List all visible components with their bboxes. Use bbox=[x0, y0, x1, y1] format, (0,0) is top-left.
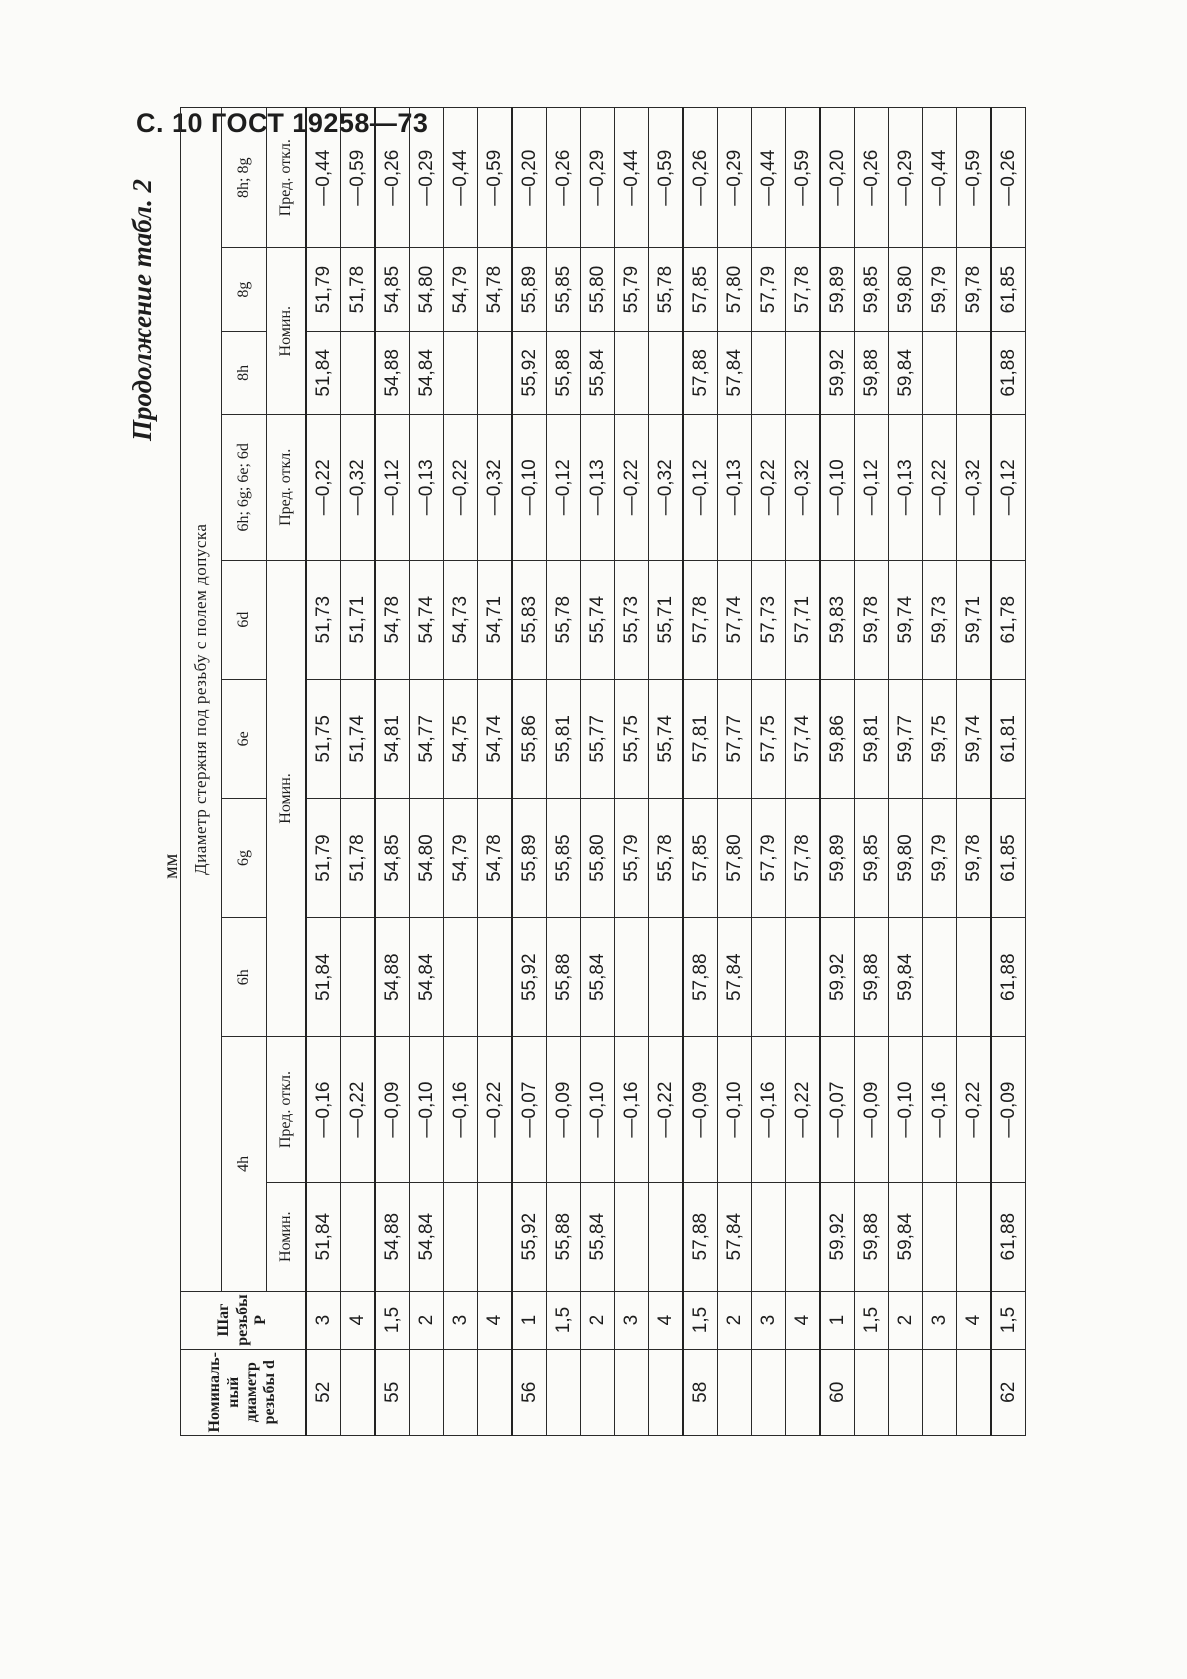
cell-diameter bbox=[889, 1349, 923, 1435]
cell-6d: 59,78 bbox=[855, 560, 889, 679]
cell-8h: 55,92 bbox=[512, 331, 547, 414]
cell-pitch: 4 bbox=[649, 1291, 684, 1349]
header-rod-diameter: Диаметр стержня под резьбу с полем допуска bbox=[181, 108, 222, 1292]
cell-8-pred: —0,59 bbox=[786, 108, 821, 248]
cell-4h-pred: —0,22 bbox=[957, 1037, 992, 1183]
cell-8-pred: —0,29 bbox=[889, 108, 923, 248]
cell-8h bbox=[444, 331, 478, 414]
cell-6g: 59,89 bbox=[820, 798, 855, 917]
cell-6g: 51,78 bbox=[341, 798, 376, 917]
cell-pitch: 2 bbox=[410, 1291, 444, 1349]
header-tol-8-group: 8h; 8g bbox=[222, 108, 267, 248]
cell-6h: 59,88 bbox=[855, 918, 889, 1037]
cell-6e: 54,77 bbox=[410, 679, 444, 798]
cell-8h bbox=[957, 331, 992, 414]
cell-4h-nomin: 55,88 bbox=[547, 1182, 581, 1291]
cell-6d: 54,74 bbox=[410, 560, 444, 679]
cell-6d: 57,78 bbox=[683, 560, 718, 679]
cell-6h bbox=[752, 918, 786, 1037]
cell-6h: 61,88 bbox=[991, 918, 1026, 1037]
cell-diameter bbox=[444, 1349, 478, 1435]
cell-8g: 54,80 bbox=[410, 248, 444, 331]
cell-6h: 51,84 bbox=[306, 918, 341, 1037]
cell-8-pred: —0,59 bbox=[649, 108, 684, 248]
cell-diameter: 62 bbox=[991, 1349, 1026, 1435]
header-8-pred-otkl: Пред. откл. bbox=[267, 108, 307, 248]
cell-8h bbox=[649, 331, 684, 414]
cell-6e: 55,86 bbox=[512, 679, 547, 798]
cell-6d: 59,73 bbox=[923, 560, 957, 679]
header-6-nomin: Номин. bbox=[267, 560, 307, 1037]
cell-diameter bbox=[410, 1349, 444, 1435]
cell-8-pred: —0,44 bbox=[306, 108, 341, 248]
cell-pitch: 1 bbox=[820, 1291, 855, 1349]
cell-4h-pred: —0,09 bbox=[855, 1037, 889, 1183]
cell-6-pred: —0,10 bbox=[820, 415, 855, 561]
cell-6h bbox=[649, 918, 684, 1037]
cell-8-pred: —0,44 bbox=[615, 108, 649, 248]
cell-6g: 55,80 bbox=[581, 798, 615, 917]
cell-6-pred: —0,13 bbox=[410, 415, 444, 561]
cell-6e: 61,81 bbox=[991, 679, 1026, 798]
cell-diameter bbox=[718, 1349, 752, 1435]
table-row bbox=[752, 108, 786, 1436]
cell-6e: 54,75 bbox=[444, 679, 478, 798]
cell-8g: 57,78 bbox=[786, 248, 821, 331]
header-tol-6-group: 6h; 6g; 6e; 6d bbox=[222, 415, 267, 561]
cell-6-pred: —0,12 bbox=[855, 415, 889, 561]
cell-6-pred: —0,13 bbox=[718, 415, 752, 561]
cell-6d: 59,74 bbox=[889, 560, 923, 679]
cell-pitch: 3 bbox=[923, 1291, 957, 1349]
table-row bbox=[889, 108, 923, 1436]
header-tol-6d: 6d bbox=[222, 560, 267, 679]
cell-4h-nomin: 59,84 bbox=[889, 1182, 923, 1291]
cell-diameter bbox=[547, 1349, 581, 1435]
cell-4h-pred: —0,22 bbox=[341, 1037, 376, 1183]
cell-8h: 55,84 bbox=[581, 331, 615, 414]
cell-6g: 55,78 bbox=[649, 798, 684, 917]
table-row bbox=[375, 108, 410, 1436]
cell-pitch: 3 bbox=[306, 1291, 341, 1349]
cell-6e: 54,74 bbox=[478, 679, 513, 798]
cell-4h-pred: —0,16 bbox=[615, 1037, 649, 1183]
cell-4h-pred: —0,22 bbox=[649, 1037, 684, 1183]
cell-6g: 54,85 bbox=[375, 798, 410, 917]
thread-diameter-table bbox=[180, 107, 1026, 1436]
cell-6-pred: —0,12 bbox=[547, 415, 581, 561]
table-row bbox=[410, 108, 444, 1436]
cell-6h: 59,92 bbox=[820, 918, 855, 1037]
cell-8h bbox=[341, 331, 376, 414]
cell-8h: 59,84 bbox=[889, 331, 923, 414]
header-8-nomin: Номин. bbox=[267, 248, 307, 415]
cell-pitch: 2 bbox=[718, 1291, 752, 1349]
cell-diameter bbox=[923, 1349, 957, 1435]
header-6-pred-otkl: Пред. откл. bbox=[267, 415, 307, 561]
cell-diameter: 60 bbox=[820, 1349, 855, 1435]
cell-8-pred: —0,26 bbox=[375, 108, 410, 248]
cell-8g: 59,78 bbox=[957, 248, 992, 331]
cell-6h: 55,88 bbox=[547, 918, 581, 1037]
table-row bbox=[306, 108, 341, 1436]
cell-6d: 61,78 bbox=[991, 560, 1026, 679]
cell-6g: 57,80 bbox=[718, 798, 752, 917]
cell-6e: 59,75 bbox=[923, 679, 957, 798]
cell-6d: 57,74 bbox=[718, 560, 752, 679]
cell-6h: 55,92 bbox=[512, 918, 547, 1037]
cell-4h-nomin bbox=[752, 1182, 786, 1291]
cell-6e: 54,81 bbox=[375, 679, 410, 798]
header-4h-pred-otkl: Пред. откл. bbox=[267, 1037, 307, 1183]
cell-6d: 55,83 bbox=[512, 560, 547, 679]
cell-8-pred: —0,59 bbox=[478, 108, 513, 248]
cell-pitch: 4 bbox=[786, 1291, 821, 1349]
header-nominal-diameter: Номиналь-ный диаметр резьбы d bbox=[181, 1349, 307, 1435]
cell-6h: 55,84 bbox=[581, 918, 615, 1037]
cell-6g: 51,79 bbox=[306, 798, 341, 917]
table-row bbox=[718, 108, 752, 1436]
cell-4h-nomin: 61,88 bbox=[991, 1182, 1026, 1291]
table-row bbox=[991, 108, 1026, 1436]
cell-6e: 57,74 bbox=[786, 679, 821, 798]
cell-diameter bbox=[649, 1349, 684, 1435]
cell-4h-pred: —0,10 bbox=[718, 1037, 752, 1183]
cell-diameter: 56 bbox=[512, 1349, 547, 1435]
cell-6-pred: —0,22 bbox=[306, 415, 341, 561]
table-row bbox=[820, 108, 855, 1436]
cell-8-pred: —0,29 bbox=[410, 108, 444, 248]
cell-6g: 59,80 bbox=[889, 798, 923, 917]
header-pitch: Шаг резьбы P bbox=[181, 1291, 307, 1349]
cell-6-pred: —0,32 bbox=[786, 415, 821, 561]
cell-4h-nomin bbox=[478, 1182, 513, 1291]
cell-6e: 59,77 bbox=[889, 679, 923, 798]
cell-8g: 55,89 bbox=[512, 248, 547, 331]
cell-8-pred: —0,59 bbox=[957, 108, 992, 248]
cell-8h: 51,84 bbox=[306, 331, 341, 414]
cell-6-pred: —0,22 bbox=[615, 415, 649, 561]
cell-6e: 59,81 bbox=[855, 679, 889, 798]
table-row bbox=[923, 108, 957, 1436]
cell-pitch: 4 bbox=[957, 1291, 992, 1349]
header-4h-nomin: Номин. bbox=[267, 1182, 307, 1291]
cell-6e: 51,75 bbox=[306, 679, 341, 798]
cell-8h bbox=[786, 331, 821, 414]
cell-diameter bbox=[855, 1349, 889, 1435]
cell-6g: 57,79 bbox=[752, 798, 786, 917]
cell-8g: 54,78 bbox=[478, 248, 513, 331]
cell-4h-pred: —0,22 bbox=[786, 1037, 821, 1183]
cell-8h bbox=[478, 331, 513, 414]
cell-6d: 54,73 bbox=[444, 560, 478, 679]
cell-6-pred: —0,32 bbox=[478, 415, 513, 561]
cell-6e: 59,86 bbox=[820, 679, 855, 798]
table-row bbox=[615, 108, 649, 1436]
cell-6e: 55,81 bbox=[547, 679, 581, 798]
cell-4h-nomin: 54,88 bbox=[375, 1182, 410, 1291]
cell-4h-nomin bbox=[957, 1182, 992, 1291]
cell-4h-nomin bbox=[786, 1182, 821, 1291]
cell-8g: 51,78 bbox=[341, 248, 376, 331]
cell-6g: 61,85 bbox=[991, 798, 1026, 917]
header-tol-6h: 6h bbox=[222, 918, 267, 1037]
cell-4h-pred: —0,10 bbox=[889, 1037, 923, 1183]
cell-8-pred: —0,26 bbox=[683, 108, 718, 248]
cell-4h-pred: —0,10 bbox=[410, 1037, 444, 1183]
cell-6h: 57,84 bbox=[718, 918, 752, 1037]
cell-6-pred: —0,32 bbox=[649, 415, 684, 561]
cell-diameter: 52 bbox=[306, 1349, 341, 1435]
cell-4h-nomin bbox=[923, 1182, 957, 1291]
cell-4h-pred: —0,07 bbox=[512, 1037, 547, 1183]
table-row bbox=[957, 108, 992, 1436]
table-row bbox=[649, 108, 684, 1436]
cell-6h bbox=[615, 918, 649, 1037]
cell-6h bbox=[478, 918, 513, 1037]
cell-pitch: 3 bbox=[752, 1291, 786, 1349]
cell-8h: 57,84 bbox=[718, 331, 752, 414]
cell-4h-pred: —0,16 bbox=[444, 1037, 478, 1183]
cell-4h-pred: —0,22 bbox=[478, 1037, 513, 1183]
cell-pitch: 1,5 bbox=[683, 1291, 718, 1349]
cell-8g: 59,80 bbox=[889, 248, 923, 331]
cell-pitch: 1,5 bbox=[855, 1291, 889, 1349]
cell-8-pred: —0,26 bbox=[547, 108, 581, 248]
cell-6d: 55,71 bbox=[649, 560, 684, 679]
cell-6h bbox=[957, 918, 992, 1037]
cell-8g: 54,79 bbox=[444, 248, 478, 331]
cell-6h bbox=[341, 918, 376, 1037]
header-tol-6g: 6g bbox=[222, 798, 267, 917]
cell-4h-nomin: 57,88 bbox=[683, 1182, 718, 1291]
cell-4h-pred: —0,09 bbox=[991, 1037, 1026, 1183]
table-row bbox=[512, 108, 547, 1436]
cell-8-pred: —0,29 bbox=[718, 108, 752, 248]
cell-6d: 59,71 bbox=[957, 560, 992, 679]
cell-8-pred: —0,20 bbox=[512, 108, 547, 248]
cell-6d: 57,73 bbox=[752, 560, 786, 679]
cell-4h-nomin: 51,84 bbox=[306, 1182, 341, 1291]
cell-6-pred: —0,32 bbox=[341, 415, 376, 561]
header-tol-4h: 4h bbox=[222, 1037, 267, 1291]
cell-6-pred: —0,22 bbox=[923, 415, 957, 561]
cell-4h-nomin bbox=[341, 1182, 376, 1291]
cell-6h: 59,84 bbox=[889, 918, 923, 1037]
cell-6g: 57,78 bbox=[786, 798, 821, 917]
cell-diameter bbox=[341, 1349, 376, 1435]
cell-6e: 59,74 bbox=[957, 679, 992, 798]
cell-4h-nomin bbox=[615, 1182, 649, 1291]
cell-6g: 55,85 bbox=[547, 798, 581, 917]
cell-diameter bbox=[752, 1349, 786, 1435]
cell-6g: 59,85 bbox=[855, 798, 889, 917]
cell-6h: 54,88 bbox=[375, 918, 410, 1037]
table-row bbox=[444, 108, 478, 1436]
cell-6e: 51,74 bbox=[341, 679, 376, 798]
cell-6e: 57,77 bbox=[718, 679, 752, 798]
cell-8h bbox=[615, 331, 649, 414]
table-row bbox=[855, 108, 889, 1436]
unit-label: мм bbox=[160, 853, 182, 879]
cell-8g: 59,79 bbox=[923, 248, 957, 331]
cell-6g: 59,78 bbox=[957, 798, 992, 917]
cell-pitch: 3 bbox=[615, 1291, 649, 1349]
cell-6-pred: —0,12 bbox=[375, 415, 410, 561]
cell-8h: 57,88 bbox=[683, 331, 718, 414]
cell-4h-nomin: 57,84 bbox=[718, 1182, 752, 1291]
cell-8h: 61,88 bbox=[991, 331, 1026, 414]
cell-8-pred: —0,26 bbox=[855, 108, 889, 248]
cell-6-pred: —0,12 bbox=[991, 415, 1026, 561]
cell-pitch: 4 bbox=[341, 1291, 376, 1349]
cell-6d: 54,78 bbox=[375, 560, 410, 679]
table-row bbox=[683, 108, 718, 1436]
cell-8-pred: —0,26 bbox=[991, 108, 1026, 248]
cell-4h-nomin: 55,92 bbox=[512, 1182, 547, 1291]
cell-8h bbox=[923, 331, 957, 414]
cell-6h bbox=[444, 918, 478, 1037]
cell-6h: 57,88 bbox=[683, 918, 718, 1037]
cell-6-pred: —0,13 bbox=[581, 415, 615, 561]
cell-6-pred: —0,22 bbox=[752, 415, 786, 561]
cell-pitch: 1,5 bbox=[991, 1291, 1026, 1349]
cell-8g: 51,79 bbox=[306, 248, 341, 331]
cell-pitch: 1 bbox=[512, 1291, 547, 1349]
cell-6e: 55,75 bbox=[615, 679, 649, 798]
cell-4h-nomin bbox=[649, 1182, 684, 1291]
cell-4h-pred: —0,09 bbox=[375, 1037, 410, 1183]
cell-8-pred: —0,20 bbox=[820, 108, 855, 248]
cell-4h-pred: —0,16 bbox=[306, 1037, 341, 1183]
cell-4h-pred: —0,09 bbox=[683, 1037, 718, 1183]
cell-8h: 55,88 bbox=[547, 331, 581, 414]
table-row bbox=[786, 108, 821, 1436]
table-row bbox=[478, 108, 513, 1436]
cell-8h bbox=[752, 331, 786, 414]
cell-8-pred: —0,44 bbox=[752, 108, 786, 248]
cell-4h-nomin: 59,88 bbox=[855, 1182, 889, 1291]
cell-6g: 54,80 bbox=[410, 798, 444, 917]
cell-6h bbox=[786, 918, 821, 1037]
cell-4h-pred: —0,07 bbox=[820, 1037, 855, 1183]
cell-pitch: 2 bbox=[889, 1291, 923, 1349]
table-row bbox=[341, 108, 376, 1436]
cell-6d: 55,73 bbox=[615, 560, 649, 679]
cell-6g: 54,79 bbox=[444, 798, 478, 917]
cell-diameter bbox=[478, 1349, 513, 1435]
cell-6-pred: —0,12 bbox=[683, 415, 718, 561]
cell-6e: 55,74 bbox=[649, 679, 684, 798]
cell-6g: 54,78 bbox=[478, 798, 513, 917]
cell-4h-pred: —0,09 bbox=[547, 1037, 581, 1183]
cell-6d: 51,73 bbox=[306, 560, 341, 679]
cell-4h-nomin bbox=[444, 1182, 478, 1291]
cell-8-pred: —0,59 bbox=[341, 108, 376, 248]
cell-pitch: 2 bbox=[581, 1291, 615, 1349]
cell-pitch: 3 bbox=[444, 1291, 478, 1349]
cell-diameter bbox=[786, 1349, 821, 1435]
cell-6g: 57,85 bbox=[683, 798, 718, 917]
cell-6g: 59,79 bbox=[923, 798, 957, 917]
header-tol-8h: 8h bbox=[222, 331, 267, 414]
cell-6d: 51,71 bbox=[341, 560, 376, 679]
cell-8-pred: —0,44 bbox=[444, 108, 478, 248]
cell-8g: 61,85 bbox=[991, 248, 1026, 331]
cell-pitch: 4 bbox=[478, 1291, 513, 1349]
cell-6g: 55,89 bbox=[512, 798, 547, 917]
cell-6e: 57,75 bbox=[752, 679, 786, 798]
header-tol-6e: 6e bbox=[222, 679, 267, 798]
cell-diameter: 55 bbox=[375, 1349, 410, 1435]
cell-8g: 55,79 bbox=[615, 248, 649, 331]
table-row bbox=[581, 108, 615, 1436]
cell-6-pred: —0,10 bbox=[512, 415, 547, 561]
cell-6h: 54,84 bbox=[410, 918, 444, 1037]
cell-4h-nomin: 54,84 bbox=[410, 1182, 444, 1291]
cell-6d: 59,83 bbox=[820, 560, 855, 679]
cell-diameter: 58 bbox=[683, 1349, 718, 1435]
cell-diameter bbox=[581, 1349, 615, 1435]
cell-6-pred: —0,13 bbox=[889, 415, 923, 561]
cell-8g: 59,89 bbox=[820, 248, 855, 331]
cell-pitch: 1,5 bbox=[375, 1291, 410, 1349]
page-header: С. 10 ГОСТ 19258—73 bbox=[136, 108, 429, 138]
cell-pitch: 1,5 bbox=[547, 1291, 581, 1349]
table-row bbox=[547, 108, 581, 1436]
cell-8h: 54,84 bbox=[410, 331, 444, 414]
cell-4h-nomin: 59,92 bbox=[820, 1182, 855, 1291]
cell-4h-pred: —0,10 bbox=[581, 1037, 615, 1183]
cell-4h-nomin: 55,84 bbox=[581, 1182, 615, 1291]
cell-8g: 59,85 bbox=[855, 248, 889, 331]
cell-6e: 57,81 bbox=[683, 679, 718, 798]
cell-6e: 55,77 bbox=[581, 679, 615, 798]
cell-6d: 55,78 bbox=[547, 560, 581, 679]
cell-8-pred: —0,29 bbox=[581, 108, 615, 248]
cell-8g: 57,85 bbox=[683, 248, 718, 331]
cell-diameter bbox=[957, 1349, 992, 1435]
cell-8g: 55,80 bbox=[581, 248, 615, 331]
continuation-title: Продолжение табл. 2 bbox=[127, 179, 157, 441]
cell-diameter bbox=[615, 1349, 649, 1435]
cell-6g: 55,79 bbox=[615, 798, 649, 917]
header-tol-8g: 8g bbox=[222, 248, 267, 331]
cell-6d: 55,74 bbox=[581, 560, 615, 679]
cell-8h: 59,88 bbox=[855, 331, 889, 414]
cell-8g: 54,85 bbox=[375, 248, 410, 331]
cell-6d: 57,71 bbox=[786, 560, 821, 679]
cell-8g: 57,80 bbox=[718, 248, 752, 331]
cell-4h-pred: —0,16 bbox=[923, 1037, 957, 1183]
cell-8g: 55,78 bbox=[649, 248, 684, 331]
cell-6-pred: —0,32 bbox=[957, 415, 992, 561]
cell-8g: 55,85 bbox=[547, 248, 581, 331]
cell-8g: 57,79 bbox=[752, 248, 786, 331]
cell-8h: 59,92 bbox=[820, 331, 855, 414]
cell-6h bbox=[923, 918, 957, 1037]
cell-4h-pred: —0,16 bbox=[752, 1037, 786, 1183]
cell-8h: 54,88 bbox=[375, 331, 410, 414]
cell-8-pred: —0,44 bbox=[923, 108, 957, 248]
cell-6d: 54,71 bbox=[478, 560, 513, 679]
cell-6-pred: —0,22 bbox=[444, 415, 478, 561]
